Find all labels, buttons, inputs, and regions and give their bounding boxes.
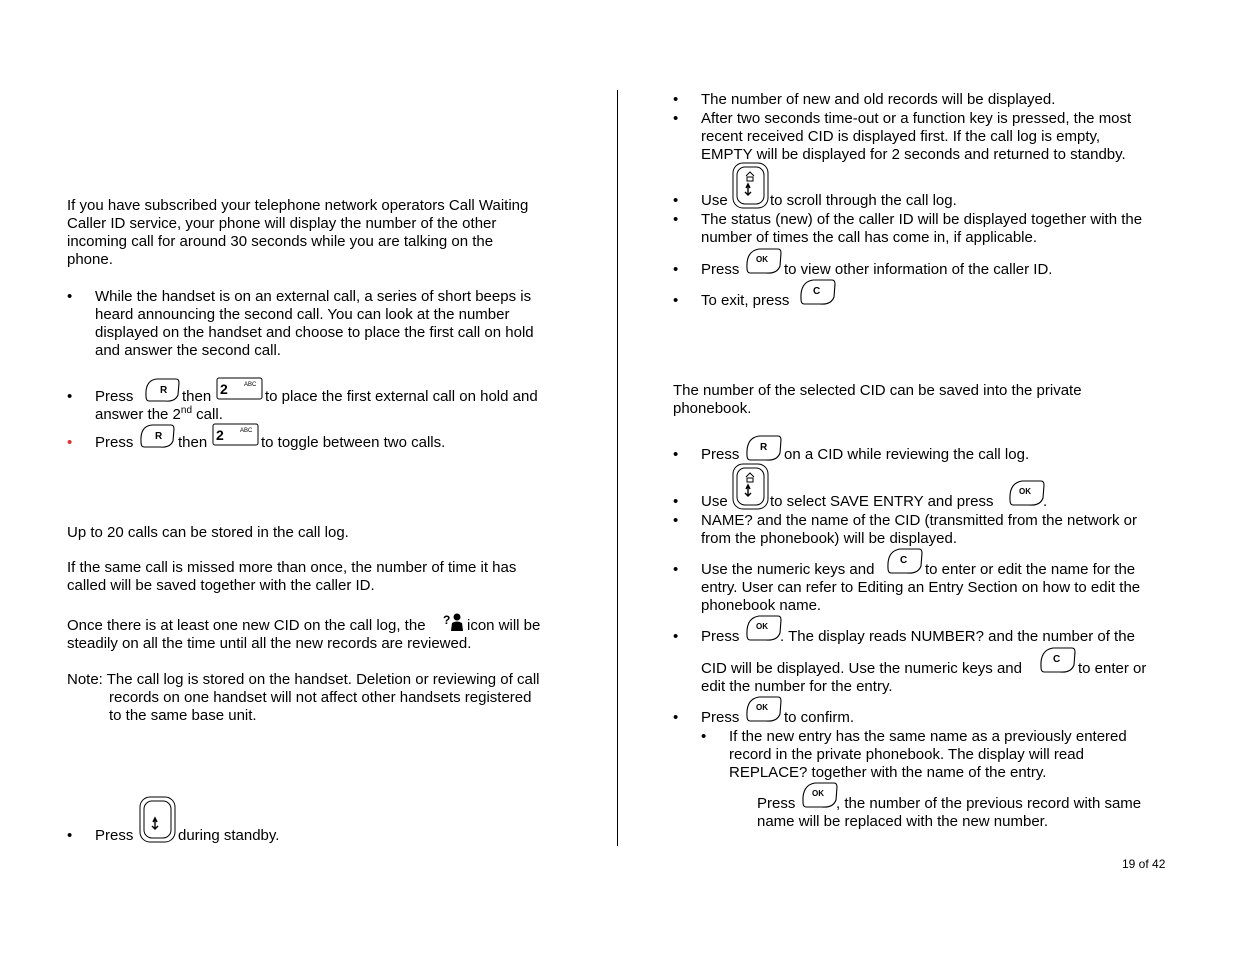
sub-bullet: • (701, 728, 707, 745)
svg-text:OK: OK (756, 622, 768, 631)
svg-text:OK: OK (756, 703, 768, 712)
newcid-text-b: icon will be (467, 617, 541, 634)
page-number: 19 of 42 (1122, 857, 1166, 871)
exit-text: To exit, press (701, 292, 790, 309)
r-key-icon (138, 423, 176, 451)
log-store-text: Up to 20 calls can be stored in the call log. (67, 524, 349, 541)
hold-text: to place the first external call on hold and (265, 388, 538, 405)
save-intro-line-1: The number of the selected CID can be saved into the private (673, 382, 1082, 399)
bullet: • (673, 709, 679, 726)
column-divider (617, 90, 618, 846)
save-intro-line-2: phonebook. (673, 400, 752, 417)
svg-text:OK: OK (756, 255, 768, 264)
bullet: • (67, 388, 73, 405)
svg-text:2: 2 (220, 381, 228, 397)
bullet: • (673, 192, 679, 209)
cid-display-text-b: to enter or (1078, 660, 1147, 677)
numeric-text-d: phonebook name. (701, 597, 822, 614)
cw-bullet-line-2: heard announcing the second call. You can look at the number (95, 306, 510, 323)
timeout-line-2: recent received CID is displayed first. If the call log is empty, (701, 128, 1101, 145)
then-label: then (182, 388, 212, 405)
bullet: • (673, 446, 679, 463)
missed-line-2: called will be saved together with the caller ID. (67, 577, 375, 594)
nav-key-icon (732, 162, 770, 210)
bullet: • (67, 827, 73, 844)
status-line-1: The status (new) of the caller ID will be displayed together with the (701, 211, 1143, 228)
r-key-icon (744, 434, 784, 464)
confirm-text: to confirm. (784, 709, 855, 726)
c-key-icon (798, 278, 838, 308)
note-line-1: Note: The call log is stored on the handset. Deletion or reviewing of call (67, 671, 540, 688)
red-bullet: • (67, 434, 73, 451)
bullet: • (673, 512, 679, 529)
bullet: • (673, 211, 679, 228)
name-prompt-line-2: from the phonebook) will be displayed. (701, 530, 957, 547)
svg-text:ABC: ABC (240, 428, 253, 434)
new-old-text: The number of new and old records will be displayed. (701, 91, 1056, 108)
cw-intro-line-1: If you have subscribed your telephone network operators Call Waiting (67, 197, 529, 214)
replace-text-b: name will be replaced with the new number. (757, 813, 1048, 830)
status-line-2: number of times the call has come in, if applicable. (701, 229, 1037, 246)
bullet: • (673, 561, 679, 578)
ok-key-icon (744, 695, 784, 725)
new-call-icon (443, 612, 465, 634)
press-label: Press (95, 434, 134, 451)
bullet: • (67, 288, 73, 305)
on-cid-text: on a CID while reviewing the call log. (784, 446, 1030, 463)
standby-text: during standby. (178, 827, 280, 844)
note-line-2: records on one handset will not affect other handsets registered (109, 689, 532, 706)
cw-bullet-line-3: displayed on the handset and choose to place the first call on hold (95, 324, 534, 341)
svg-text:R: R (760, 442, 768, 453)
bullet: • (673, 493, 679, 510)
ok-key-icon (1007, 479, 1047, 509)
svg-text:R: R (160, 385, 168, 396)
svg-text:2: 2 (216, 427, 224, 443)
display-reads-text: . The display reads NUMBER? and the number of the (780, 628, 1135, 645)
timeout-line-3: EMPTY will be displayed for 2 seconds and returned to standby. (701, 146, 1126, 163)
ok-key-icon (744, 614, 784, 644)
svg-text:C: C (1053, 654, 1061, 665)
c-key-icon (1038, 646, 1078, 676)
nav-key-icon (732, 463, 770, 511)
use-label: Use (701, 192, 728, 209)
note-line-3: to the same base unit. (109, 707, 257, 724)
svg-text:ABC: ABC (244, 382, 257, 388)
numeric-text-c: entry. User can refer to Editing an Entry Section on how to edit the (701, 579, 1141, 596)
r-key-icon (143, 377, 181, 405)
bullet: • (673, 261, 679, 278)
cid-display-text-a: CID will be displayed. Use the numeric keys and (701, 660, 1022, 677)
select-save-text: to select SAVE ENTRY and press (770, 493, 994, 510)
same-name-line-2: record in the private phonebook. The display will read (729, 746, 1084, 763)
cw-intro-line-4: phone. (67, 251, 113, 268)
bullet: • (673, 110, 679, 127)
replace-text-a: , the number of the previous record with same (836, 795, 1142, 812)
svg-text:?: ? (443, 613, 451, 627)
name-prompt-line-1: NAME? and the name of the CID (transmitted from the network or (701, 512, 1138, 529)
two-abc-key-icon (216, 377, 264, 401)
period: . (1043, 493, 1048, 510)
then-label: then (178, 434, 208, 451)
cw-bullet-line-1: While the handset is on an external call, a series of short beeps is (95, 288, 532, 305)
press-label: Press (757, 795, 796, 812)
answer-line: answer the 2nd call. (95, 405, 223, 423)
ok-key-icon (800, 781, 840, 811)
press-label: Press (701, 628, 740, 645)
svg-text:OK: OK (812, 789, 824, 798)
bullet: • (673, 628, 679, 645)
svg-text:OK: OK (1019, 487, 1031, 496)
c-key-icon (885, 547, 925, 577)
cw-bullet-line-4: and answer the second call. (95, 342, 281, 359)
missed-line-1: If the same call is missed more than once, the number of time it has (67, 559, 517, 576)
timeout-line-1: After two seconds time-out or a function key is pressed, the most (701, 110, 1132, 127)
cw-intro-line-2: Caller ID service, your phone will display the number of the other (67, 215, 497, 232)
press-label: Press (701, 446, 740, 463)
bullet: • (673, 91, 679, 108)
svg-text:C: C (900, 555, 908, 566)
newcid-text-a: Once there is at least one new CID on the call log, the (67, 617, 426, 634)
svg-text:R: R (155, 431, 163, 442)
cid-display-text-c: edit the number for the entry. (701, 678, 893, 695)
numeric-text-a: Use the numeric keys and (701, 561, 875, 578)
numeric-text-b: to enter or edit the name for the (925, 561, 1136, 578)
view-text: to view other information of the caller ID. (784, 261, 1053, 278)
nav-key-icon (139, 796, 177, 844)
bullet: • (673, 292, 679, 309)
use-label: Use (701, 493, 728, 510)
scroll-text: to scroll through the call log. (770, 192, 957, 209)
same-name-line-3: REPLACE? together with the name of the entry. (729, 764, 1047, 781)
press-label: Press (701, 261, 740, 278)
ok-key-icon (744, 247, 784, 277)
two-abc-key-icon (212, 423, 260, 447)
press-label: Press (95, 827, 134, 844)
svg-text:C: C (813, 286, 821, 297)
toggle-text: to toggle between two calls. (261, 434, 446, 451)
cw-intro-line-3: incoming call for around 30 seconds while you are talking on the (67, 233, 494, 250)
same-name-line-1: If the new entry has the same name as a previously entered (729, 728, 1127, 745)
press-label: Press (701, 709, 740, 726)
press-label: Press (95, 388, 134, 405)
newcid-text-c: steadily on all the time until all the new records are reviewed. (67, 635, 472, 652)
